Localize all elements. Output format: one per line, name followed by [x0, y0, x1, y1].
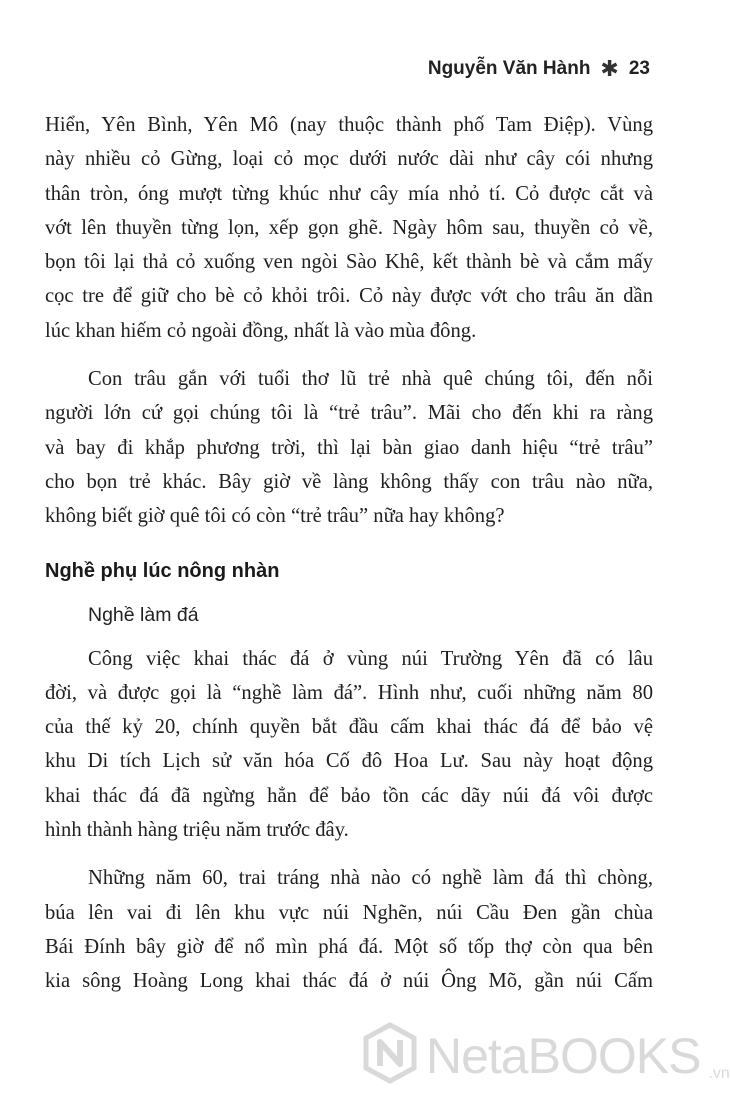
text-line: cọc tre để giữ cho bè cỏ khỏi trôi. Cỏ này được vớt cho trâu ăn dần: [45, 285, 653, 308]
section-heading: Nghề phụ lúc nông nhàn: [45, 559, 280, 582]
paragraph-4: [45, 861, 653, 998]
text-line: Hiển, Yên Bình, Yên Mô (nay thuộc thành phố Tam Điệp). Vùng: [45, 114, 653, 136]
asterisk-icon: ✱: [600, 56, 619, 81]
paragraph-3: [45, 642, 653, 848]
page-body: [45, 108, 653, 999]
text-line: khu Di tích Lịch sử văn hóa Cố đô Hoa Lư. Sau này hoạt động: [45, 750, 653, 773]
watermark-tld: .vn: [708, 1065, 730, 1082]
text-line: búa lên vai đi lên khu vực núi Nghẽn, núi Cầu Đen gần chùa: [45, 901, 653, 924]
text-line: khai thác đá đã ngừng hẳn để bảo tồn các dãy núi đá vôi được: [45, 784, 653, 807]
text-line: Những năm 60, trai tráng nhà nào có nghề làm đá thì chòng,: [88, 867, 653, 890]
paragraph-2: [45, 362, 653, 533]
text-line: cho bọn trẻ khác. Bây giờ về làng không thấy con trâu nào nữa,: [45, 470, 653, 493]
text-line: của thế kỷ 20, chính quyền bắt đầu cấm khai thác đá để bảo vệ: [45, 716, 653, 739]
text-line: người lớn cứ gọi chúng tôi là “trẻ trâu”. Mãi cho đến khi ra ràng: [45, 402, 653, 425]
text-line: Công việc khai thác đá ở vùng núi Trường Yên đã có lâu: [88, 647, 653, 670]
text-line: kia sông Hoàng Long khai thác đá ở núi Ông Mõ, gần núi Cấm: [45, 970, 653, 993]
hexagon-n-logo-icon: [362, 1022, 418, 1089]
text-line: không biết giờ quê tôi có còn “trẻ trâu” nữa hay không?: [45, 505, 505, 528]
text-line: bọn tôi lại thả cỏ xuống ven ngòi Sào Khê, kết thành bè và cắm mấy: [45, 251, 653, 274]
text-line: và bay đi khắp phương trời, thì lại bàn giao danh hiệu “trẻ trâu”: [45, 436, 653, 459]
text-line: Bái Đính bây giờ để nổ mìn phá đá. Một số tốp thợ còn qua bên: [45, 935, 653, 958]
paragraph-1: [45, 108, 653, 348]
page-number: 23: [628, 58, 650, 79]
text-line: hình thành hàng triệu năm trước đây.: [45, 819, 349, 842]
text-line: này nhiều cỏ Gừng, loại cỏ mọc dưới nước dài như cây cói nhưng: [45, 148, 653, 171]
watermark-brand: NetaBOOKS: [426, 1027, 701, 1084]
running-header: [428, 58, 650, 80]
watermark: [362, 1022, 730, 1089]
text-line: thân tròn, óng mượt từng khúc như cây mía nhỏ tí. Cỏ được cắt và: [45, 182, 653, 205]
text-line: lúc khan hiếm cỏ ngoài đồng, nhất là vào mùa đông.: [45, 319, 477, 342]
text-line: vớt lên thuyền từng lọn, xếp gọn ghẽ. Ngày hôm sau, thuyền cỏ về,: [45, 216, 653, 239]
header-author: Nguyễn Văn Hành: [427, 58, 591, 79]
section-subheading: Nghề làm đá: [88, 603, 199, 626]
text-line: đời, và được gọi là “nghề làm đá”. Hình như, cuối những năm 80: [45, 681, 653, 704]
text-line: Con trâu gắn với tuổi thơ lũ trẻ nhà quê chúng tôi, đến nỗi: [88, 368, 653, 391]
